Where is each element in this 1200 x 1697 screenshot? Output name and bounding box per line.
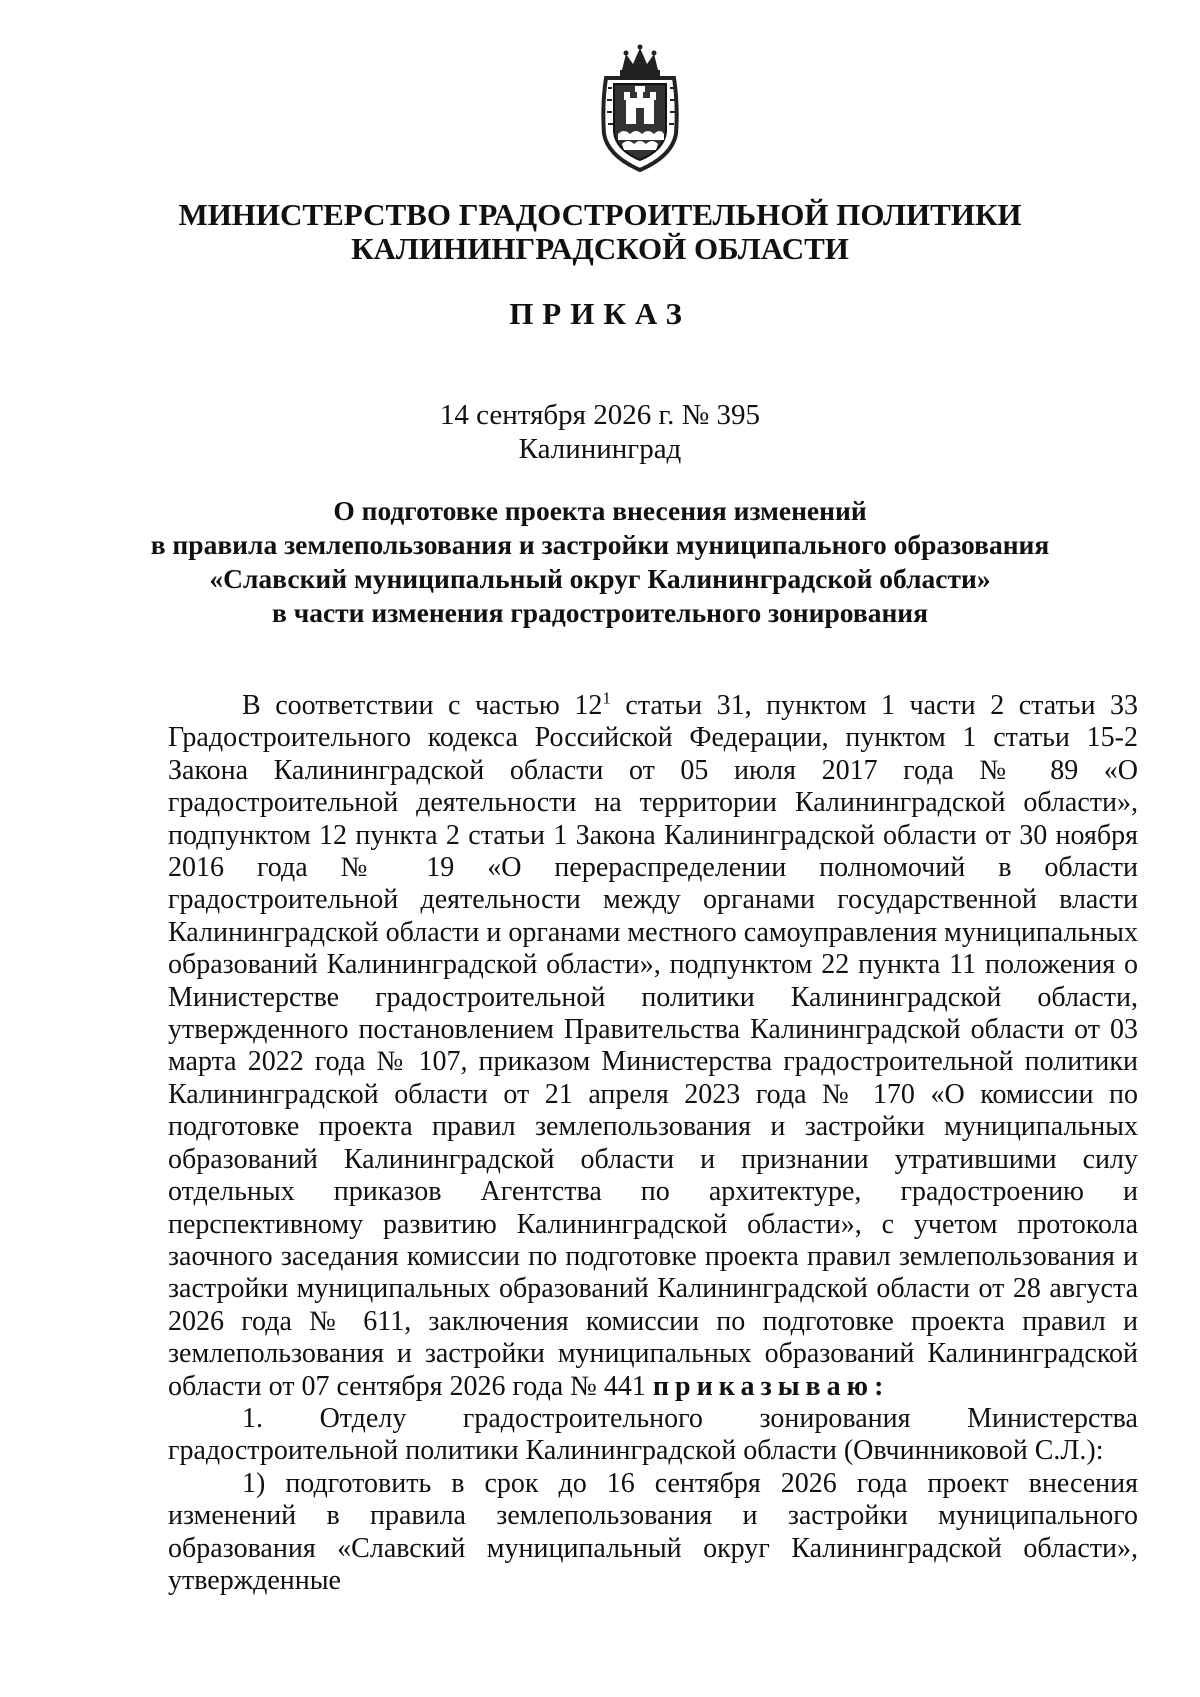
subject-line-4: в части изменения градостроительного зонирования bbox=[271, 597, 929, 628]
subject-line-2: в правила землепользования и застройки муниципального образования bbox=[150, 529, 1050, 560]
subject-line-1: О подготовке проекта внесения изменений bbox=[333, 495, 867, 526]
document-subject bbox=[0, 494, 1200, 630]
date-number: 14 сентября 2026 г. № 395 bbox=[439, 399, 761, 431]
ministry-name bbox=[0, 198, 1200, 266]
preamble-paragraph bbox=[168, 690, 1138, 1403]
preamble-start: В соответствии с частью 12 bbox=[242, 690, 603, 721]
document-type: ПРИКАЗ bbox=[509, 296, 691, 331]
subitem-1: 1) подготовить в срок до 16 сентября 2026 года проект внесения изменений в правила землепользования и застройки муниципального образования «Славский муниципальный округ Калининградской области», утвержденные bbox=[168, 1467, 1138, 1596]
preamble-rest: статьи 31, пунктом 1 части 2 статьи 33 Градостроительного кодекса Российской Федерации, пунктом 1 статьи 15-2 Закона Калининградской области от 05 июля 2017 года № 89 «О градостроительной деятельности на территории Калининградской области», подпунктом 12 пункта 2 статьи 1 Закона Калининградской области от 30 ноября 2016 года № 19 «О перераспределении полномочий в области градостроительной деятельности между органами государственной власти Калининградской области и органами местного самоуправления муниципальных образований Калининградской области», подпунктом 22 пункта 11 положения о Министерстве градостроительной политики Калининградской области, утвержденного постановлением Правительства Калининградской области от 03 марта 2022 года № 107, приказом Министерства градостроительной политики Калининградской области от 21 апреля 2023 года № 170 «О комиссии по подготовке проекта правил землепользования и застройки муниципальных образований Калининградской области и признании утратившими силу отдельных приказов Агентства по архитектуре, градостроению и перспективному развитию Калининградской области», с учетом протокола заочного заседания комиссии по подготовке проекта правил землепользования и застройки муниципальных образований Калининградской области от 28 августа 2026 года № 611, заключения комиссии по подготовке проекта правил и землепользования и застройки муниципальных образований Калининградской области от 07 сентября 2026 года № 441 bbox=[168, 690, 1138, 1402]
item-1-number: 1. bbox=[242, 1402, 263, 1434]
decree-word: приказываю: bbox=[652, 1370, 890, 1402]
ministry-line-1: МИНИСТЕРСТВО ГРАДОСТРОИТЕЛЬНОЙ ПОЛИТИКИ bbox=[178, 197, 1022, 232]
coat-of-arms-icon bbox=[592, 44, 688, 174]
item-1-word-2: градостроительного bbox=[462, 1402, 703, 1434]
item-1-heading bbox=[168, 1403, 1138, 1435]
city: Калининград bbox=[518, 433, 682, 465]
preamble-superscript: 1 bbox=[602, 688, 611, 708]
document-body bbox=[168, 690, 1138, 1597]
subject-line-3: «Славский муниципальный округ Калининградской области» bbox=[209, 563, 991, 594]
item-1-word-1: Отделу bbox=[319, 1402, 407, 1434]
date-and-place bbox=[0, 398, 1200, 466]
item-1-word-3: зонирования bbox=[759, 1402, 911, 1434]
ministry-line-2: КАЛИНИНГРАДСКОЙ ОБЛАСТИ bbox=[351, 231, 849, 266]
item-1-word-4: Министерства bbox=[967, 1402, 1138, 1434]
item-1-rest: градостроительной политики Калининградской области (Овчинниковой С.Л.): bbox=[168, 1435, 1104, 1467]
